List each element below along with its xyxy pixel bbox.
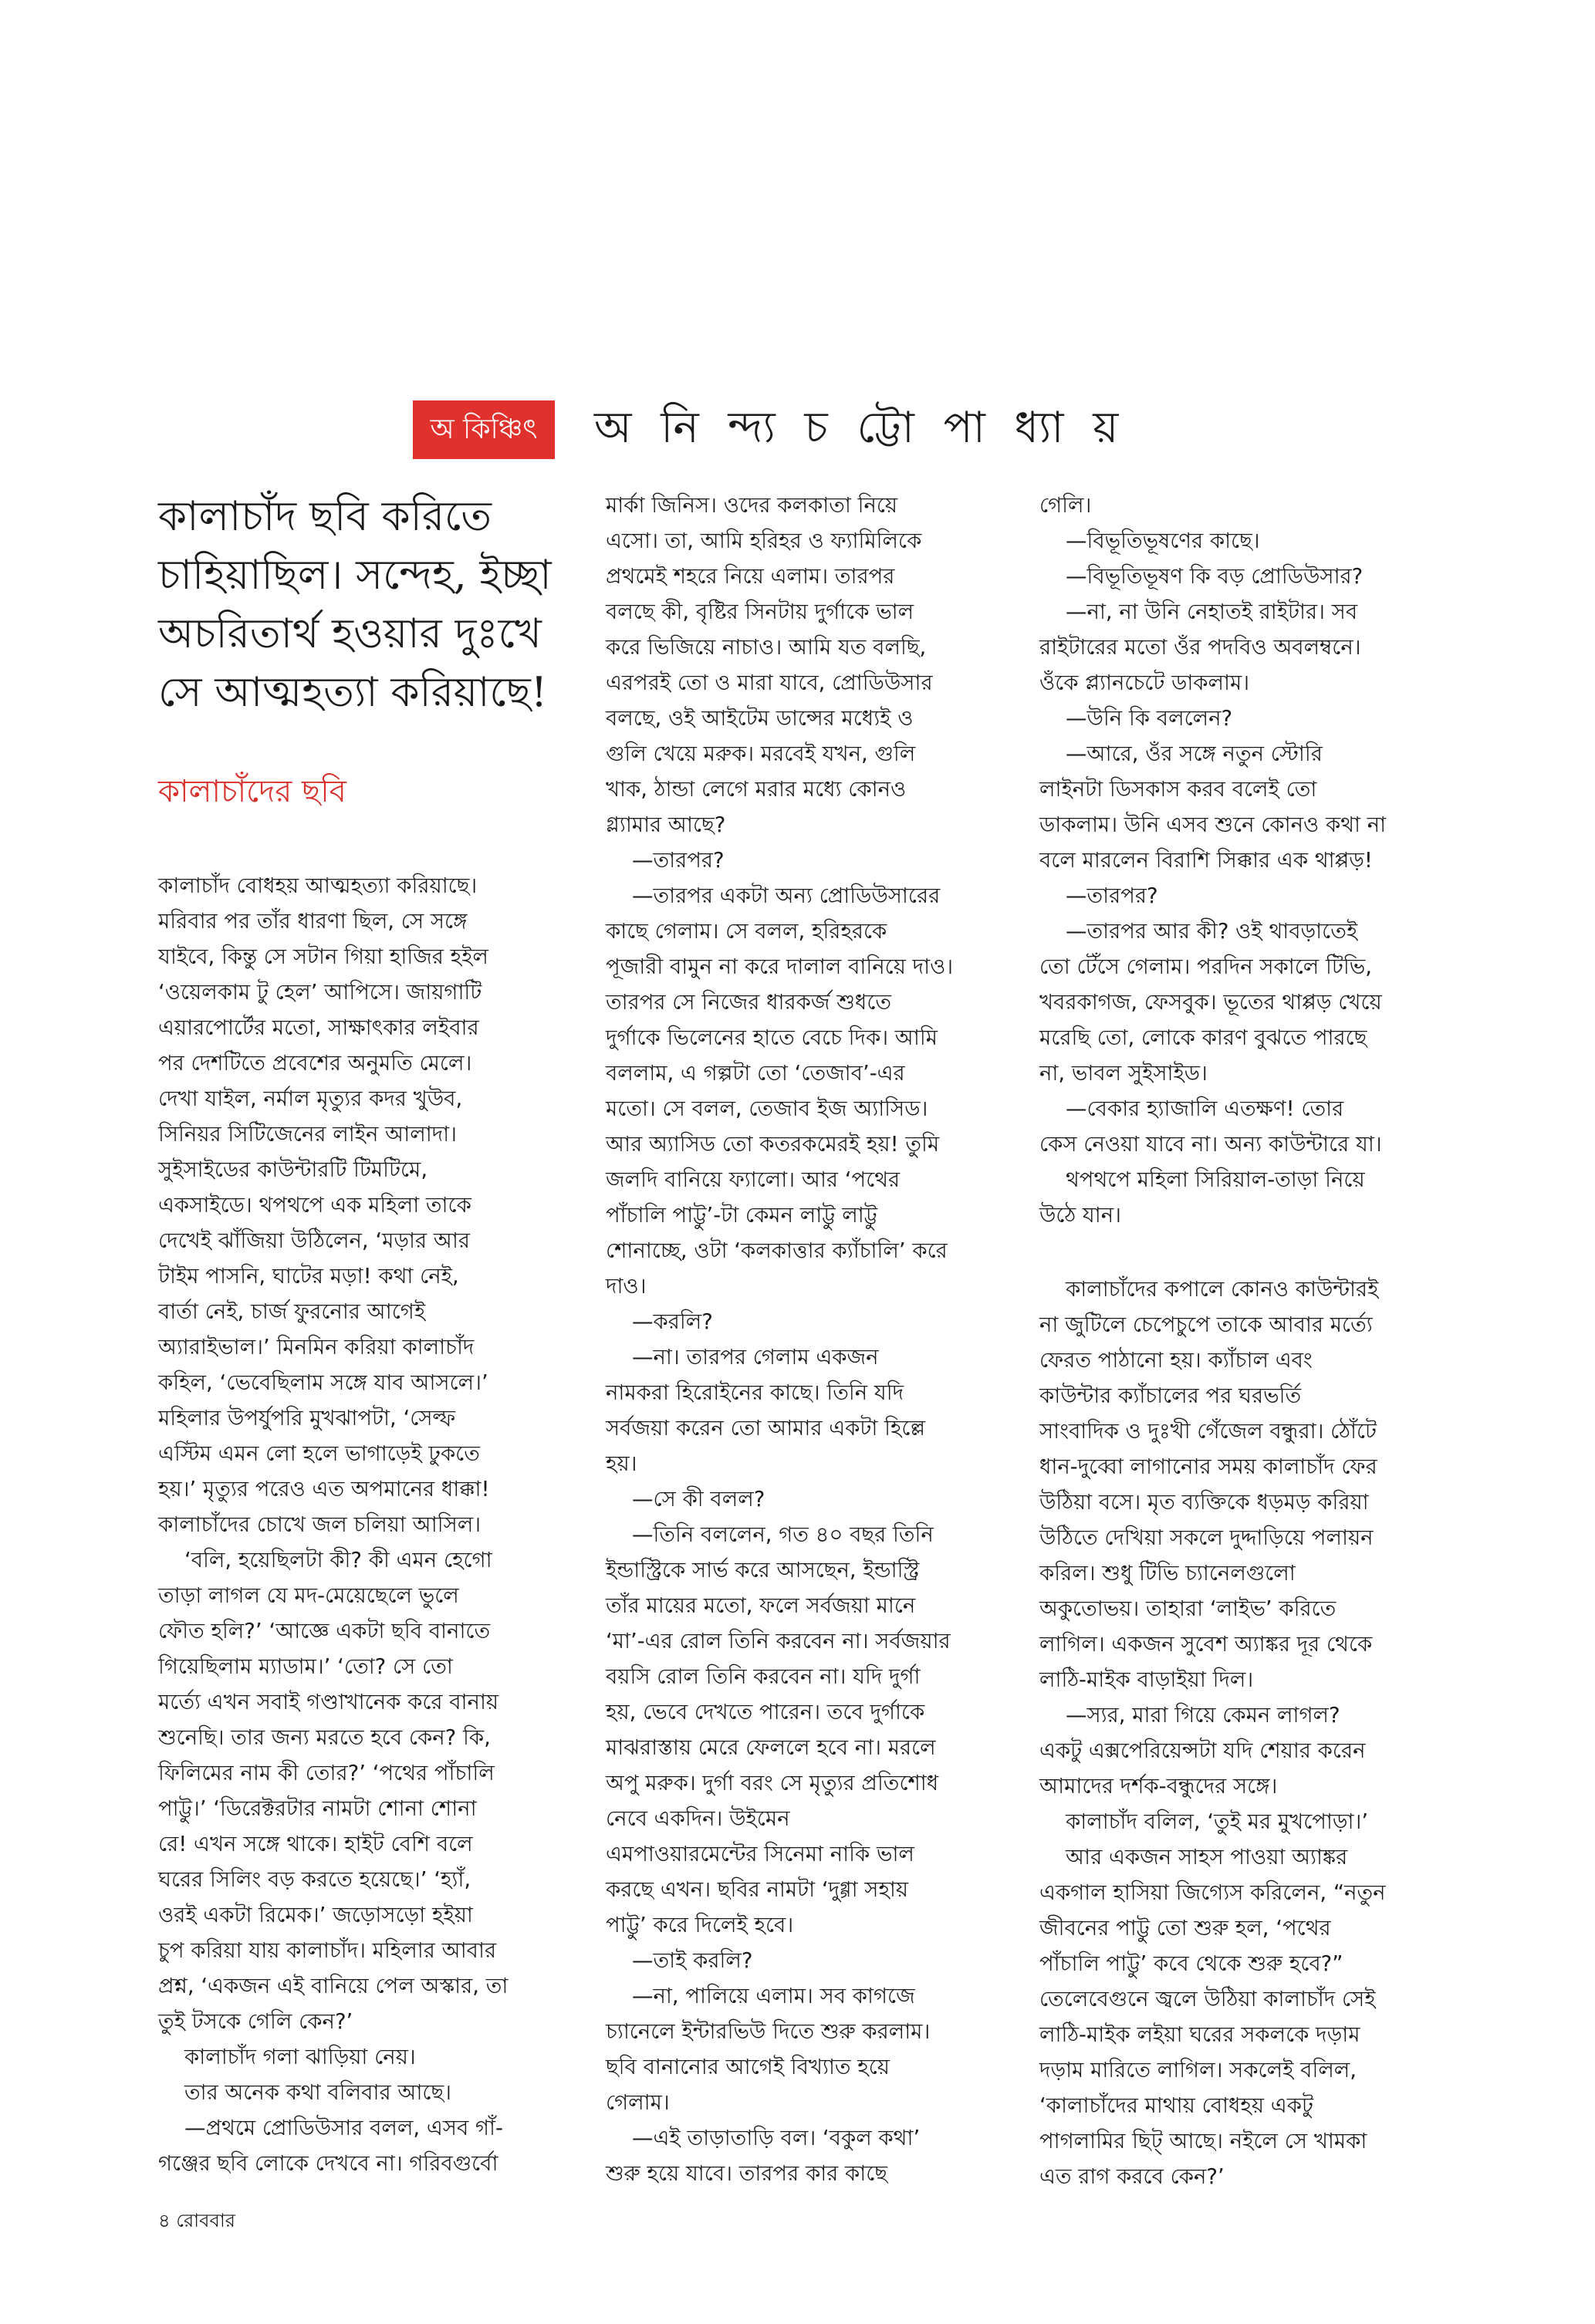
text-line: ‘বলি, হয়েছিলটা কী? কী এমন হেগো: [184, 1548, 492, 1572]
text-line: জীবনের পাট্টু তো শুরু হল, ‘পথের: [1039, 1916, 1331, 1941]
text-line: চ্যানেলে ইন্টারভিউ দিতে শুরু করলাম।: [606, 2019, 931, 2044]
text-line: পাট্টু।’ ‘ডিরেক্টরটার নামটা শোনা শোনা: [158, 1796, 477, 1821]
text-line: দেখা যাইল, নর্মাল মৃত্যুর কদর খুউব,: [158, 1086, 463, 1111]
text-line: তেলেবেগুনে জ্বলে উঠিয়া কালাচাঁদ সেই: [1039, 1987, 1376, 2012]
text-column-2: [606, 488, 992, 2191]
text-line: এমপাওয়ারমেন্টের সিনেমা নাকি ভাল: [606, 1842, 914, 1866]
text-line: পাঁচালি পাট্টু’-টা কেমন লাট্টু লাট্টু: [606, 1203, 878, 1228]
text-line: —এই তাড়াতাড়ি বল। ‘বকুল কথা’: [632, 2126, 921, 2150]
text-line: খবরকাগজ, ফেসবুক। ভূতের থাপ্পড় খেয়ে: [1039, 990, 1382, 1015]
text-line: কালাচাঁদ গলা ঝাড়িয়া নেয়।: [184, 2045, 416, 2069]
text-line: দাও।: [606, 1274, 647, 1299]
text-line: সিনিয়র সিটিজেনের লাইন আলাদা।: [158, 1122, 457, 1147]
text-line: ‘মা’-এর রোল তিনি করবেন না। সর্বজয়ার: [606, 1629, 951, 1653]
text-line: পাট্টু’ করে দিলেই হবে।: [606, 1913, 794, 1937]
text-line: পর দেশটিতে প্রবেশের অনুমতি মেলে।: [158, 1051, 472, 1076]
text-line: করে ভিজিয়ে নাচাও। আমি যত বলছি,: [606, 635, 927, 660]
text-line: —তাই করলি?: [632, 1948, 753, 1973]
article-headline: কালাচাঁদ ছবি করিতে চাহিয়াছিল। সন্দেহ, ইচ্ছা অচরিতার্থ হওয়ার দুঃখে সে আত্মহত্যা করিয়াছে!: [158, 493, 552, 716]
text-line: প্রশ্ন, ‘একজন এই বানিয়ে পেল অস্কার, তা: [158, 1974, 509, 1998]
text-line: হয়।’ মৃত্যুর পরেও এত অপমানের ধাক্কা!: [158, 1477, 490, 1501]
text-line: পাগলামির ছিট্ আছে। নইলে সে খামকা: [1039, 2129, 1367, 2153]
text-line: কালাচাঁদ বোধহয় আত্মহত্যা করিয়াছে।: [158, 873, 478, 898]
text-line: লাগিল। একজন সুবেশ অ্যাঙ্কর দূর থেকে: [1039, 1632, 1373, 1657]
text-line: আমাদের দর্শক-বন্ধুদের সঙ্গে।: [1039, 1774, 1278, 1799]
text-line: খাক, ঠান্ডা লেগে মরার মধ্যে কোনও: [606, 777, 907, 802]
text-line: —আরে, ওঁর সঙ্গে নতুন স্টোরি: [1066, 741, 1323, 766]
text-line: —সে কী বলল?: [632, 1487, 765, 1512]
text-line: লাঠি-মাইক বাড়াইয়া দিল।: [1039, 1667, 1254, 1692]
text-line: শুনেছি। তার জন্য মরতে হবে কেন? কি,: [158, 1725, 491, 1750]
text-line: কহিল, ‘ভেবেছিলাম সঙ্গে যাব আসলে।’: [158, 1370, 488, 1395]
text-line: গেলি।: [1039, 493, 1092, 518]
text-line: তুই টসকে গেলি কেন?’: [158, 2009, 353, 2034]
text-line: দেখেই ঝাঁজিয়া উঠিলেন, ‘মড়ার আর: [158, 1228, 471, 1253]
text-line: টাইম পাসনি, ঘাটের মড়া! কথা নেই,: [158, 1264, 459, 1289]
text-line: লাঠি-মাইক লইয়া ঘরের সকলকে দড়াম: [1039, 2022, 1360, 2047]
text-line: হয়।: [606, 1451, 637, 1476]
text-line: নামকরা হিরোইনের কাছে। তিনি যদি: [606, 1380, 904, 1405]
text-line: কালাচাঁদের কপালে কোনও কাউন্টারই: [1066, 1277, 1379, 1302]
text-line: দড়াম মারিতে লাগিল। সকলেই বলিল,: [1039, 2058, 1357, 2082]
text-line: মরিবার পর তাঁর ধারণা ছিল, সে সঙ্গে: [158, 909, 468, 934]
text-line: গিয়েছিলাম ম্যাডাম।’ ‘তো? সে তো: [158, 1654, 453, 1679]
text-line: অপু মরুক। দুর্গা বরং সে মৃত্যুর প্রতিশোধ: [606, 1771, 939, 1795]
text-line: মর্ত্যে এখন সবাই গণ্ডাখানেক করে বানায়: [158, 1690, 499, 1714]
text-line: তারপর সে নিজের ধারকর্জ শুধতে: [606, 990, 892, 1015]
text-line: ওরই একটা রিমেক।’ জড়োসড়ো হইয়া: [158, 1903, 473, 1927]
text-line: আর অ্যাসিড তো কতরকমেরই হয়! তুমি: [606, 1132, 940, 1157]
text-line: —না। তারপর গেলাম একজন: [632, 1345, 879, 1370]
text-line: ‘ওয়েলকাম টু হেল’ আপিসে। জায়গাটি: [158, 980, 482, 1005]
text-line: উঠিতে দেখিয়া সকলে দুদ্দাড়িয়ে পলায়ন: [1039, 1525, 1374, 1550]
text-line: সাংবাদিক ও দুঃখী গেঁজেল বন্ধুরা। ঠোঁটে: [1039, 1419, 1377, 1444]
text-line: গঞ্জের ছবি লোকে দেখবে না। গরিবগুর্বো: [158, 2151, 498, 2176]
text-line: করছে এখন। ছবির নামটা ‘দুগ্গা সহায়: [606, 1877, 909, 1902]
text-line: জলদি বানিয়ে ফ্যালো। আর ‘পথের: [606, 1167, 901, 1192]
text-line: —তারপর আর কী? ওই থাবড়াতেই: [1066, 919, 1358, 944]
text-line: সর্বজয়া করেন তো আমার একটা হিল্লে: [606, 1416, 926, 1441]
text-line: ‘কালাচাঁদের মাথায় বোধহয় একটু: [1039, 2093, 1313, 2118]
text-line: একটু এক্সপেরিয়েন্সটা যদি শেয়ার করেন: [1039, 1738, 1366, 1763]
text-line: —বিভূতিভূষণ কি বড় প্রোডিউসার?: [1066, 564, 1364, 589]
text-line: —উনি কি বললেন?: [1066, 706, 1233, 731]
text-line: তাড়া লাগল যে মদ-মেয়েছেলে ভুলে: [158, 1583, 459, 1608]
text-line: কালাচাঁদের চোখে জল চলিয়া আসিল।: [158, 1512, 482, 1537]
text-line: মতো। সে বলল, তেজাব ইজ অ্যাসিড।: [606, 1096, 928, 1121]
text-line: প্রথমেই শহরে নিয়ে এলাম। তারপর: [606, 564, 895, 589]
text-line: —প্রথমে প্রোডিউসার বলল, এসব গাঁ-: [184, 2116, 503, 2140]
text-line: অকুতোভয়। তাহারা ‘লাইভ’ করিতে: [1039, 1596, 1336, 1621]
text-line: কেস নেওয়া যাবে না। অন্য কাউন্টারে যা।: [1039, 1132, 1382, 1157]
text-line: এসো। তা, আমি হরিহর ও ফ্যামিলিকে: [606, 529, 922, 553]
text-line: আর একজন সাহস পাওয়া অ্যাঙ্কর: [1066, 1845, 1348, 1870]
text-line: এরপরই তো ও মারা যাবে, প্রোডিউসার: [606, 671, 933, 695]
text-line: না জুটিলে চেপেচুপে তাকে আবার মর্ত্যে: [1039, 1312, 1373, 1337]
text-line: বললাম, এ গল্পটা তো ‘তেজাব’-এর: [606, 1061, 905, 1086]
article-subhead: কালাচাঁদের ছবি: [158, 774, 346, 809]
text-line: লাইনটা ডিসকাস করব বলেই তো: [1039, 777, 1317, 802]
text-line: —বেকার হ্যাজালি এতক্ষণ! তোর: [1066, 1096, 1344, 1121]
text-line: যাইবে, কিন্তু সে সটান গিয়া হাজির হইল: [158, 944, 488, 969]
text-line: —না, না উনি নেহাতই রাইটার। সব: [1066, 600, 1358, 624]
text-line: চুপ করিয়া যায় কালাচাঁদ। মহিলার আবার: [158, 1938, 497, 1963]
text-line: তার অনেক কথা বলিবার আছে।: [184, 2080, 451, 2105]
text-line: শুরু হয়ে যাবে। তারপর কার কাছে: [606, 2161, 887, 2186]
text-line: রে! এখন সঙ্গে থাকে। হাইট বেশি বলে: [158, 1832, 473, 1856]
text-line: অ্যারাইভাল।’ মিনমিন করিয়া কালাচাঁদ: [158, 1335, 475, 1360]
text-line: —বিভূতিভূষণের কাছে।: [1066, 529, 1260, 553]
paragraph-gap: [1039, 1233, 1425, 1272]
text-line: —স্যর, মারা গিয়ে কেমন লাগল?: [1066, 1703, 1340, 1728]
text-line: ঘরের সিলিং বড় করতে হয়েছে।’ ‘হ্যাঁ,: [158, 1867, 471, 1892]
text-line: —করলি?: [632, 1309, 713, 1334]
text-line: কাছে গেলাম। সে বলল, হরিহরকে: [606, 919, 887, 944]
text-line: শোনাচ্ছে, ওটা ‘কলকাত্তার ক্যাঁচালি’ করে: [606, 1238, 948, 1263]
text-line: ফিলিমের নাম কী তোর?’ ‘পথের পাঁচালি: [158, 1761, 495, 1785]
text-line: গেলাম।: [606, 2090, 670, 2115]
text-line: উঠিয়া বসে। মৃত ব্যক্তিকে ধড়মড় করিয়া: [1039, 1490, 1369, 1515]
text-line: মরেছি তো, লোকে কারণ বুঝতে পারছে: [1039, 1025, 1367, 1050]
text-line: ডাকলাম। উনি এসব শুনে কোনও কথা না: [1039, 812, 1387, 837]
text-line: মাঝরাস্তায় মেরে ফেললে হবে না। মরলে: [606, 1735, 936, 1760]
text-line: উঠে যান।: [1039, 1203, 1121, 1228]
text-line: বলছে কী, বৃষ্টির সিনটায় দুর্গাকে ভাল: [606, 600, 914, 624]
text-line: করিল। শুধু টিভি চ্যানেলগুলো: [1039, 1561, 1296, 1586]
text-line: —তারপর?: [632, 848, 725, 873]
text-line: —তিনি বললেন, গত ৪০ বছর তিনি: [632, 1522, 934, 1547]
text-line: ফেরত পাঠানো হয়। ক্যাঁচাল এবং: [1039, 1348, 1313, 1373]
text-line: বলছে, ওই আইটেম ডান্সের মধ্যেই ও: [606, 706, 914, 731]
text-line: এস্টিম এমন লো হলে ভাগাড়েই ঢুকতে: [158, 1441, 480, 1466]
text-line: নেবে একদিন। উইমেন: [606, 1806, 790, 1831]
text-line: গ্ল্যামার আছে?: [606, 812, 726, 837]
text-line: পাঁচালি পাট্টু’ কবে থেকে শুরু হবে?”: [1039, 1951, 1343, 1976]
page-folio: ৪ রোববার: [158, 2210, 235, 2231]
text-line: গুলি খেয়ে মরুক। মরবেই যখন, গুলি: [606, 741, 916, 766]
text-line: ফৌত হলি?’ ‘আজ্ঞে একটা ছবি বানাতে: [158, 1619, 491, 1643]
text-line: কাউন্টার ক্যাঁচালের পর ঘরভর্তি: [1039, 1383, 1302, 1408]
text-line: সুইসাইডের কাউন্টারটি টিমটিমে,: [158, 1157, 428, 1182]
text-line: তো টেঁসে গেলাম। পরদিন সকালে টিভি,: [1039, 954, 1372, 979]
text-line: বয়সি রোল তিনি করবেন না। যদি দুর্গা: [606, 1664, 921, 1689]
text-column-3: [1039, 488, 1425, 2194]
text-line: রাইটারের মতো ওঁর পদবিও অবলম্বনে।: [1039, 635, 1361, 660]
text-line: একগাল হাসিয়া জিগ্যেস করিলেন, “নতুন: [1039, 1880, 1386, 1905]
text-line: হয়, ভেবে দেখতে পারেন। তবে দুর্গাকে: [606, 1700, 925, 1724]
text-line: মহিলার উপর্যুপরি মুখঝাপটা, ‘সেল্ফ: [158, 1406, 456, 1431]
text-line: না, ভাবল সুইসাইড।: [1039, 1061, 1208, 1086]
text-line: ধান-দুব্বো লাগানোর সময় কালাচাঁদ ফের: [1039, 1454, 1377, 1479]
text-line: থপথপে মহিলা সিরিয়াল-তাড়া নিয়ে: [1066, 1167, 1365, 1192]
text-line: বলে মারলেন বিরাশি সিক্কার এক থাপ্পড়!: [1039, 848, 1373, 873]
text-line: বার্তা নেই, চার্জ ফুরনোর আগেই: [158, 1299, 426, 1324]
text-line: —না, পালিয়ে এলাম। সব কাগজে: [632, 1984, 915, 2008]
text-line: ছবি বানানোর আগেই বিখ্যাত হয়ে: [606, 2055, 890, 2079]
text-line: এয়ারপোর্টের মতো, সাক্ষাৎকার লইবার: [158, 1015, 479, 1040]
text-line: একসাইডে। থপথপে এক মহিলা তাকে: [158, 1193, 471, 1218]
text-line: মার্কা জিনিস। ওদের কলকাতা নিয়ে: [606, 493, 898, 518]
text-line: দুর্গাকে ভিলেনের হাতে বেচে দিক। আমি: [606, 1025, 938, 1050]
text-line: পূজারী বামুন না করে দালাল বানিয়ে দাও।: [606, 954, 954, 979]
text-line: ইন্ডাস্ট্রিকে সার্ভ করে আসছেন, ইন্ডাস্ট্রি: [606, 1558, 920, 1583]
text-line: —তারপর?: [1066, 883, 1158, 908]
text-line: কালাচাঁদ বলিল, ‘তুই মর মুখপোড়া।’: [1066, 1809, 1369, 1834]
text-line: ওঁকে প্ল্যানচেটে ডাকলাম।: [1039, 671, 1250, 695]
text-line: এত রাগ করবে কেন?’: [1039, 2164, 1225, 2189]
text-line: তাঁর মায়ের মতো, ফলে সর্বজয়া মানে: [606, 1593, 916, 1618]
text-line: —তারপর একটা অন্য প্রোডিউসারের: [632, 883, 941, 908]
text-column-1: [158, 868, 544, 2181]
author-byline: অ নি ন্দ্য চ ট্টো পা ধ্যা য়: [594, 403, 1127, 453]
section-tag: অ কিঞ্চিৎ: [413, 400, 555, 459]
